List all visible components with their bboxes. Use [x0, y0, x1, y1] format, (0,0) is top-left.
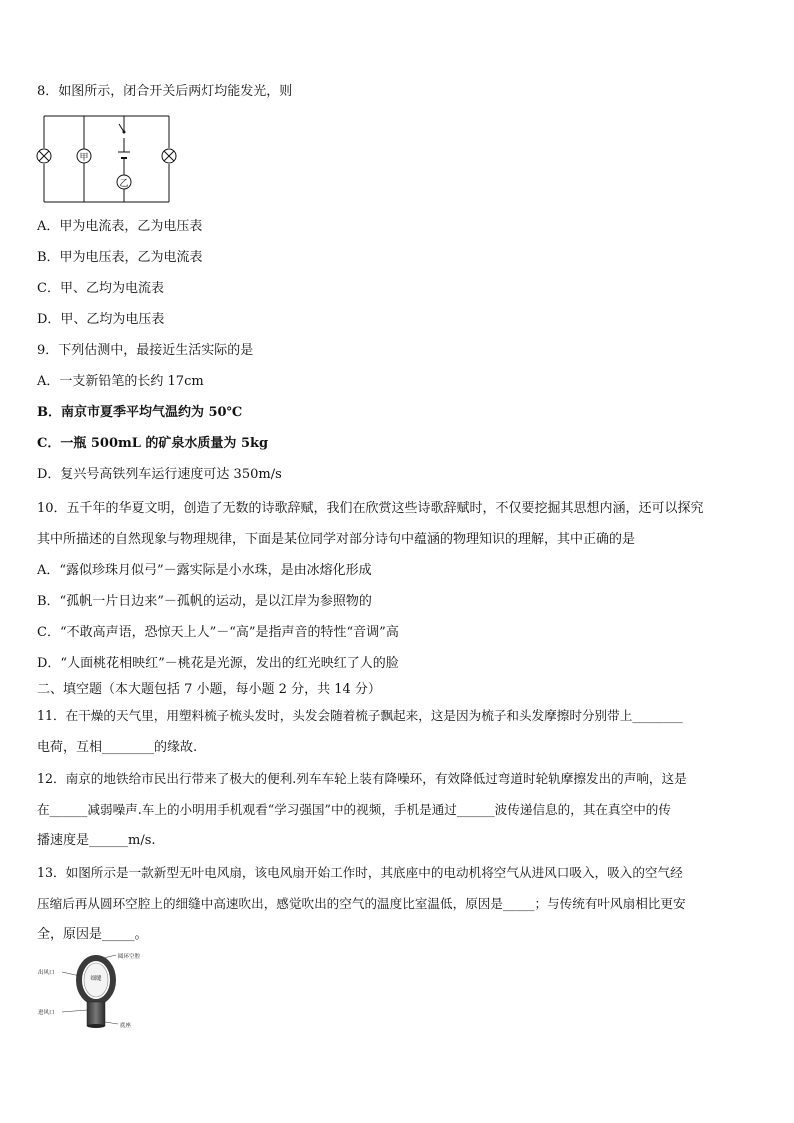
lamp-right-icon	[162, 149, 176, 163]
lamp-left-icon	[37, 149, 51, 163]
svg-text:乙: 乙	[119, 179, 129, 189]
q8-option-a: A．甲为电流表，乙为电压表	[37, 219, 203, 234]
q10-option-b: B．“孤帆一片日边来”－孤帆的运动，是以江岸为参照物的	[37, 594, 372, 609]
q13-line-1: 13．如图所示是一款新型无叶电风扇，该电风扇开始工作时，其底座中的电动机将空气从进风口吸入，吸入的空气经	[37, 865, 683, 880]
label-base: 底座	[120, 1023, 132, 1029]
q8-stem: 8．如图所示，闭合开关后两灯均能发光，则	[37, 84, 293, 99]
q8-circuit-diagram	[30, 110, 190, 210]
section-heading: 二、填空题（本大题包括 7 小题，每小题 2 分，共 14 分）	[37, 682, 381, 697]
label-ring-cavity: 圆环空腔	[118, 954, 141, 960]
meter-yi-icon	[117, 175, 131, 189]
label-inlet: 进风口	[38, 1010, 55, 1016]
q8-option-b: B．甲为电压表，乙为电流表	[37, 250, 203, 265]
battery-icon	[118, 152, 130, 158]
q9-option-a: A．一支新铅笔的长约 17cm	[37, 374, 204, 389]
q8-option-d: D．甲、乙均为电压表	[37, 312, 165, 327]
q11-line-2: 电荷，互相________的缘故.	[37, 740, 198, 755]
q10-stem-line-1: 10．五千年的华夏文明，创造了无数的诗歌辞赋，我们在欣赏这些诗歌辞赋时，不仅要挖掘其思想内涵，还可以探究	[37, 501, 704, 516]
meter-jia-icon	[77, 149, 91, 163]
fan-base	[87, 1002, 105, 1026]
q12-line-1: 12．南京的地铁给市民出行带来了极大的便利.列车车轮上装有降噪环，有效降低过弯道时轮轨摩擦发出的声响，这是	[37, 771, 687, 786]
q11-line-1: 11．在干燥的天气里，用塑料梳子梳头发时，头发会随着梳子飘起来，这是因为梳子和头发摩擦时分别带上________	[37, 708, 683, 723]
q9-option-d: D．复兴号高铁列车运行速度可达 350m/s	[37, 467, 282, 482]
label-slit: 细缝	[90, 976, 102, 982]
q10-stem-line-2: 其中所描述的自然现象与物理规律，下面是某位同学对部分诗句中蕴涵的物理知识的理解，其中正确的是	[37, 532, 636, 547]
q12-line-2: 在______减弱噪声.车上的小明用手机观看“学习强国”中的视频，手机是通过______波传递信息的，其在真空中的传	[37, 802, 671, 817]
q12-line-3: 播速度是______m/s.	[37, 833, 156, 848]
q9-option-c: C．一瓶 500mL 的矿泉水质量为 5kg	[37, 436, 269, 451]
bladeless-fan-figure	[34, 950, 164, 1032]
q10-option-a: A．“露似珍珠月似弓”－露实际是小水珠，是由冰熔化形成	[37, 563, 372, 578]
q13-line-2: 压缩后再从圆环空腔上的细缝中高速吹出，感觉吹出的空气的温度比室温低，原因是_____；与传统有叶风扇相比更安	[37, 896, 686, 911]
q9-option-b: B．南京市夏季平均气温约为 50℃	[37, 405, 243, 420]
q13-line-3: 全，原因是_____。	[37, 927, 148, 942]
svg-text:甲: 甲	[79, 153, 89, 163]
q10-option-d: D．“人面桃花相映红”－桃花是光源，发出的红光映红了人的脸	[37, 656, 399, 671]
q8-option-c: C．甲、乙均为电流表	[37, 281, 164, 296]
label-outlet: 出风口	[38, 970, 55, 976]
q10-option-c: C．“不敢高声语，恐惊天上人”－“高”是指声音的特性“音调”高	[37, 625, 399, 640]
q9-stem: 9．下列估测中，最接近生活实际的是	[37, 343, 254, 358]
